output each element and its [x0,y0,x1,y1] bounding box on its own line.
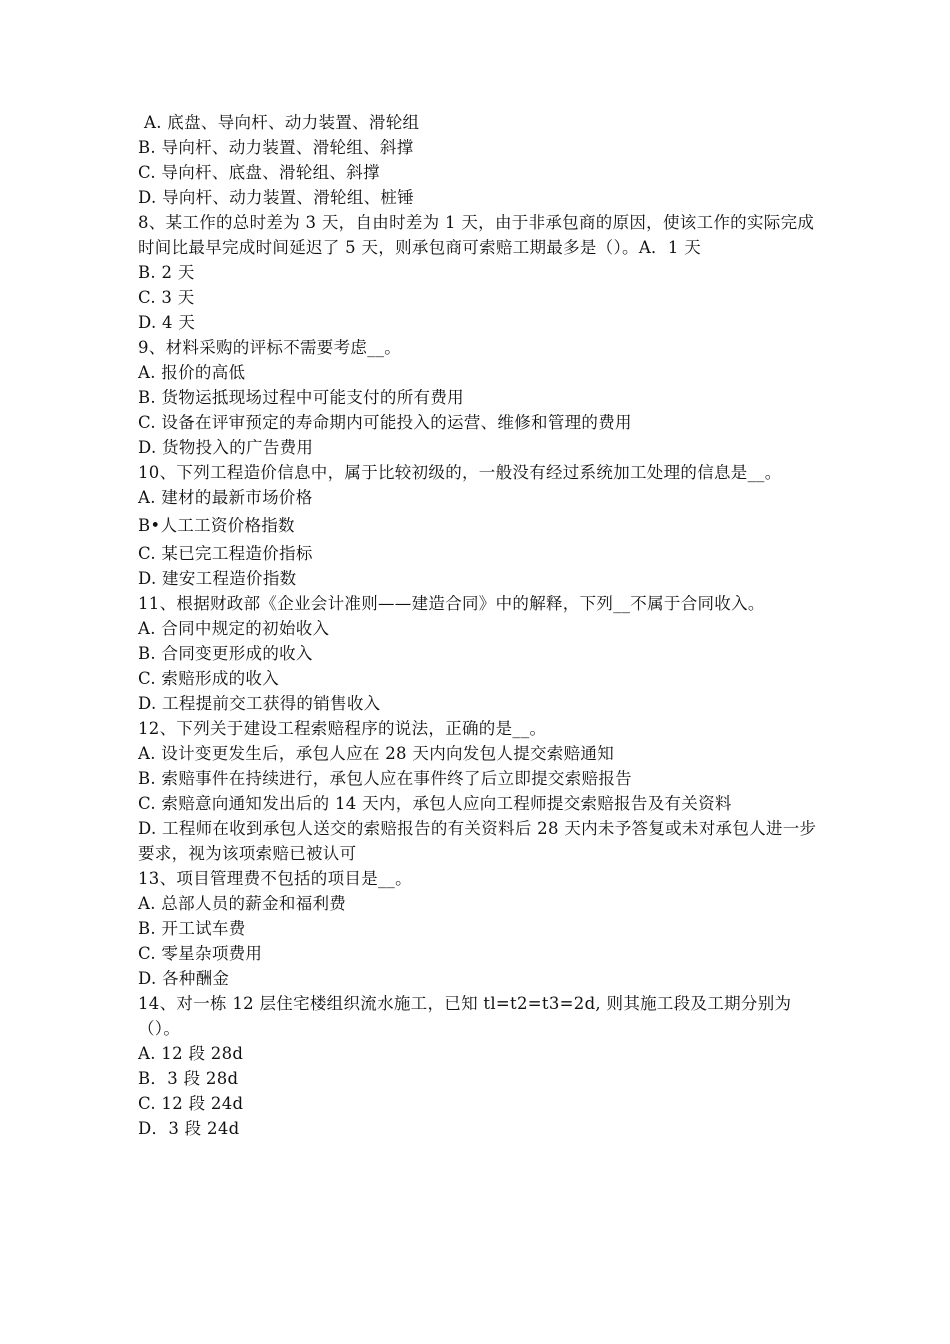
option-line: D. 工程提前交工获得的销售收入 [138,694,381,713]
option-line: B. 合同变更形成的收入 [138,644,313,663]
option-line: C. 索赔形成的收入 [138,669,280,688]
option-line: A. 报价的高低 [138,363,246,382]
option-line: D. 建安工程造价指数 [138,569,297,588]
option-line: D. 导向杆、动力装置、滑轮组、桩锤 [138,188,415,207]
option-line: B. 货物运抵现场过程中可能支付的所有费用 [138,388,464,407]
option-line: C. 12 段 24d [138,1094,244,1113]
document-page [138,110,820,1141]
option-line: B. 导向杆、动力装置、滑轮组、斜撑 [138,138,414,157]
option-line: B•人工工资价格指数 [138,516,295,535]
option-line: D. 工程师在收到承包人送交的索赔报告的有关资料后 28 天内未予答复或未对承包人进一步要求，视为该项索赔已被认可 [138,819,817,863]
option-line: D．3 段 24d [138,1119,240,1138]
option-line: A. 建材的最新市场价格 [138,488,313,507]
option-line: C. 索赔意向通知发出后的 14 天内，承包人应向工程师提交索赔报告及有关资料 [138,794,732,813]
option-line: B. 索赔事件在持续进行，承包人应在事件终了后立即提交索赔报告 [138,769,632,788]
question-11: 11、根据财政部《企业会计准则——建造合同》中的解释，下列__不属于合同收入。 [138,594,765,613]
option-line: B．3 段 28d [138,1069,239,1088]
option-line: A. 底盘、导向杆、动力装置、滑轮组 [144,113,420,132]
option-line: A. 合同中规定的初始收入 [138,619,330,638]
option-line: A. 设计变更发生后，承包人应在 28 天内向发包人提交索赔通知 [138,744,614,763]
question-9: 9、材料采购的评标不需要考虑__。 [138,338,402,357]
question-8: 8、某工作的总时差为 3 天，自由时差为 1 天，由于非承包商的原因，使该工作的实际完成时间比最早完成时间延迟了 5 天，则承包商可索赔工期最多是（）。A．1 天 [138,213,815,257]
option-line: D. 货物投入的广告费用 [138,438,314,457]
option-line: D. 各种酬金 [138,969,230,988]
option-line: A. 总部人员的薪金和福利费 [138,894,347,913]
question-10: 10、下列工程造价信息中，属于比较初级的，一般没有经过系统加工处理的信息是__。 [138,463,782,482]
option-line: C. 某已完工程造价指标 [138,544,313,563]
option-line: C. 3 天 [138,288,195,307]
option-line: B. 2 天 [138,263,195,282]
option-line: C. 设备在评审预定的寿命期内可能投入的运营、维修和管理的费用 [138,413,632,432]
option-line: C. 零星杂项费用 [138,944,263,963]
question-14: 14、对一栋 12 层住宅楼组织流水施工，已知 tl=t2=t3=2d, 则其施工段及工期分别为（）。 [138,994,792,1038]
option-line: A. 12 段 28d [138,1044,244,1063]
question-12: 12、下列关于建设工程索赔程序的说法，正确的是__。 [138,719,547,738]
option-line: B. 开工试车费 [138,919,246,938]
option-line: C. 导向杆、底盘、滑轮组、斜撑 [138,163,380,182]
question-13: 13、项目管理费不包括的项目是__。 [138,869,412,888]
option-line: D. 4 天 [138,313,196,332]
